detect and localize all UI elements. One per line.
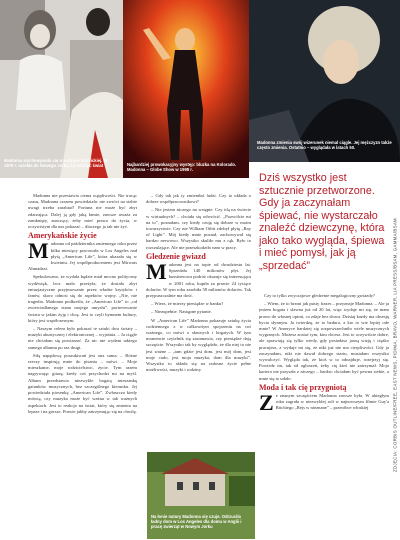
paragraph-dropcap (146, 259, 251, 299)
paragraph: – Niezupełnie. Następne pytanie. (151, 309, 212, 315)
photo-caption: Na łonie natury Madonna się czuje. Odrzuciła ładny dom w Los Angeles dla domu w Anglii i pracę zwierząt w Nowym Jorku (151, 514, 242, 529)
paragraph: – Wierz, że mierzy pieniądze w banku? (151, 301, 224, 307)
photo-portrait-art (249, 0, 400, 162)
paragraph-dropcap (259, 390, 389, 416)
photo-childhood-art (0, 0, 123, 178)
section-heading: Amerykańskie życie (28, 231, 97, 241)
paragraph-text: adonna od października zmiennego roku przez kilka miesięcy pracowała w Los Angeles nad płytą „American Life”, która ukazała się w kwietniu. Jej współproducentem jest Mirwais Ahmadzai. (28, 241, 137, 272)
photo-credit (390, 150, 400, 540)
pull-quote: Dziś wszystko jest sztucznie przetworzone. Gdy ja zaczynałam śpiewać, nie wystarczało znaleźć dziewczynę, która jako tako wygląda, śpiewa i mieć pomysł, jak ją „sprzedać” (259, 172, 385, 272)
column-3 (259, 293, 389, 539)
paragraph: Siłą napędową poszukiwań jest ona sama. – Różne rzeczy inspirują mnie do pisania – mówi. – Moje mieszkanie, moje rodzicielstwo, życie. Tym razem nagrywając gitarę, kiedy coś przychodzi mi na myśl. Album przedstawia niezwykle bogatą mieszankę gatunków muzycznych, bez szczególnego kierunku. Jej powiedziała piosenkę „American Life”. Zwłaszcza kiedy mówią, czy muzyka może być ważna w tak ważnych aspektach. Jest to reakcja na świat, który się zmienia na lepsze i na gorsze. Prawie jakby zatrzymując się na chwilę. (28, 352, 137, 414)
paragraph: – Naszym celem było pokazać te sztuki dwa światy – muzyki akustycznej i elektronicznej – wyjaśnia. – Ja ciągle nie chciałam się powtarzać. Za nic nie wydam takiego samego albumu po raz drugi. (28, 326, 137, 350)
dropcap: M (146, 259, 167, 285)
photo-credit-text: ZDJĘCIA: CORBIS OUTLINE/FREE, EAST NEWS, PIDIMA, BRAVO, WARNER, LIA PRESS/BSAM, GAMMA/BSAM (392, 217, 398, 473)
paragraph-text: adonna jest na topie od dwudziestu lat. Sprzedała 140 milionów płyt. Jej bussinesowa podróż okazuje się interesująca w 2001 roku, kupiła za prawie 24 tysiące dolarów. W tym roku zarobiła 58 milionów dolarów. Tak przypuszczalnie ma dość. (146, 262, 251, 299)
paragraph: W „American Life” Madonna pokazuje sztukę życia codziennego z w całkowitym spojrzeniu na coś ważnego, co mówi o sławnych i bogatych. W tym momencie czytelnik się zastanawia, czy pieniądze dają szczęście. Wszystko tak by wyglądało, że dla niej to nie jest ważne – „tam gdzie jest dom, jest mój dom, jest moje ciało, jest moja muzyka, dom dla muzyki”. Wszystko to składa się na radosne życie pełne możliwości, muzyki i rodziny. (146, 317, 251, 373)
photo-stage-art (123, 0, 249, 178)
dropcap: M (28, 238, 49, 264)
photo-portrait (249, 0, 400, 162)
photo-childhood (0, 0, 123, 178)
dropcap: Z (259, 390, 274, 416)
column-1 (28, 193, 137, 417)
paragraph-dropcap (28, 238, 137, 272)
photo-stage (123, 0, 249, 178)
photo-caption: Madonna wychowywała się w rodzinie katolickiej. W 1978 r. uciekła do Nowego Jorku, by zdobyć świat (4, 158, 108, 168)
column-2 (146, 193, 251, 449)
section-heading: Moda i tak cię przygniotą (259, 382, 347, 392)
photo-caption: Najbardziej prowokacyjny występ: bluzka na Kolorado. Madonna – Globe Show w 1998 r. (127, 162, 237, 172)
paragraph: – Nie jestem niczego na wstępie. Czy idą na świecie w wirtualnych? – chciała się odwrócić. „Pozwólcie mi na to”, poznałam, czy kiedy czuję się dobrze w moim towarzystwie. Czy nie William Orbit zdobył płytę „Ray of Light”. Mój kiedy mnie poznał, zachowywał się bardzo nerwowo. Wszystko skuliło mu z rąk. Było to rozczulające. Ale nie przeszkodziło nam w pracy. (146, 207, 251, 250)
photo-caption: Madonna zmienia swój wizerunek niemal ciągle. Jej mężczyzn także często zmienia. Ostatnio – wyglądała w latach 50. (257, 140, 392, 150)
paragraph: Czy to tylko zwyczajowe gledzenie megalogiczny gwiazdy? (264, 293, 375, 298)
paragraph: – Wiem, że to brzmi jak pusty frazes – przyznaje Madonna. – Ale ja jestem bogata i sławna już od 20 lat, więc wydaje mi się, że mam prawo do własnej opinii, co zdaje bez słowa. Dzisiaj każdy ma obsesję bycia słynnym. Ja twierdzę, że to bzdura, a kto to wie lepiej ode mnie? W Ameryce bardziej się rozpowszechniło wiele muzycznych wygranych. Możesz zostać tym, kim chcesz. Jest to oczywiście dobre, ale sprawiają się tylko wtedy, gdy posiadasz jasną wizję i ciężko pracujesz, a wydaje mi się, że nikt już nie ma cierpliwości. Gdy ja zaczynałam, nikt nie dawał dobrego startu, musiałam wszystko wywalczyć. Wygląda tak, że ktoś w to odnajduje, rozejrzyj się. Powiedz im, tak od ogłoszeń, żeby cię ktoś nie zatrzymał. Moja kariera nie przyszła z niczego – bardzo chciałam być pewna siebie, a mnie się to udało. (259, 301, 389, 381)
paragraph-text: e znanym szczęściem Madonna zawsze była. W ubiegłym roku zagrała w niezwykłej roli w najnowszym filmie Guy'a Ritchiego „Rejs w nieznane” – przeróbce włoskiej (275, 393, 389, 411)
paragraph: Madonna nie przestawia ciema wątpliwości. Nie tracąc czasu, Madonna czasem powiedziała: nie zwróci na siebie uwagi trzeba zarabiać! Fortuna nie może być zbyt zdarzająca. Dalej ją gdy jaką łamie, zawsze uważa za zamknięty, znaczący, żeby mieć prawo do życia, w oczywistym dla nas pokazać – dlaczego ja tak nie żyć. (28, 193, 137, 230)
photo-house (147, 452, 255, 539)
paragraph: Spekulowano, że wydała będzie miał mocno polityczny wydźwięk, lecz mała przeżyła, że dostała zbyt entuzjastyczne przyjmowanie przez władze krytyków i fanów, skoro odnosi się do aspektów wojny. „Nie, nie tragedia. Madonna podkreśla, że „American Life” to „od zwierciadlanego stanu mojego umysłu”, portretowanie świata w jakim żyję i chcę. Jest to czyli hymnem kultury, który jest współczesnym. (28, 274, 137, 323)
section-heading: Gledzenie gwiazd (146, 251, 206, 261)
paragraph: – Gdy tak jak ty zmieniłaś ludzi. Czy to układa o dobrze współpracownikowi? (146, 193, 251, 205)
